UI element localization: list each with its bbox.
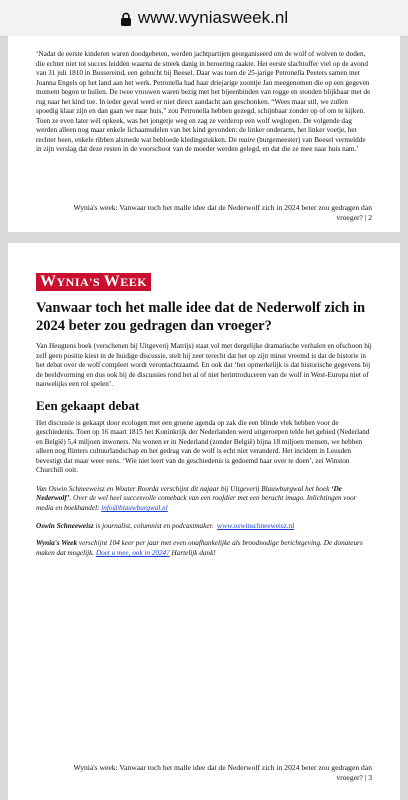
page-footer: Wynia's week: Vanwaar toch het malle idee dat de Nederwolf zich in 2024 beter zou gedragen dan vroeger? | 3 [73,763,372,783]
author-website-link[interactable]: www.oswinschneeweisz.nl [216,521,295,530]
section-heading: Een gekaapt debat [36,397,140,413]
intro-paragraph: Van Heugtens boek (verschenen bij Uitgeverij Matrijs) staat vol met dergelijke dramatische verhalen en ofschoon hij zelf geen positie kiest in de huidige discussie, stelt hij zeer terecht dat het op zijn minst vreemd is dat de historie in het debat over de wolf compleet wordt verontachtzaamd. En ook dat ‘het opmerkelijk is dat historische gegevens bij de beeldvorming en dus ook bij de discussies rond het al of niet herintroduceren van de wolf in West-Europa niet of nauwelijks een rol spelen’. [36,342,372,389]
quote-paragraph: ‘Nadat de eerste kinderen waren doodgebeten, werden jachtpartijen georganiseerd om de wolf of wolven te doden, die echter niet tot succes leidden waarna de streek danig in beroering raakte. Het eerste slachtoffer viel op de avond van 31 juli 1810 in Bussereind, een gehucht bij Beesel. Daar was toen de 25-jarige Petronella Peeters samen met Joanna Engels op het land aan het werk. Petronella had haar driejarige zoontje Jan meegenomen die op een gegeven moment begon te huilen. De twee vrouwen waren bezig met het bijeenbinden van rogge en stonden blijkbaar met de rug naar het kind toe. In ieder geval werd er niet direct aandacht aan geschonken. “Wees maar stil, we zullen spoedig klaar zijn en dan gaan we naar huis,” zou Petronella hebben gezegd, schijnbaar zonder op of om te kijken. Toen ze even later wél opkeek, was het jongetje weg en zag ze verderop een wolf weglopen. De volgende dag werden alleen nog maar enkele lichaamsdelen van het kind gevonden: de linker onderarm, het linker voetje, het rechter been, enkele ribben alsmede wat bebloede kledingstukken. De maire (burgemeester) van Beesel vermeldde in zijn verslag dat deze resten in de voorschoot van de moeder werden gelegd, en dat die ze mee naar huis nam.’ [36,50,371,153]
author-note: Oswin Schneeweisz is journalist, columnist en podcastmaker. www.oswinschneeweisz.nl [36,521,295,530]
wynias-week-logo: WYNIA'S WEEK [36,273,151,291]
pdf-page-3 [8,243,400,800]
page-footer: Wynia's week: Vanwaar toch het malle idee dat de Nederwolf zich in 2024 beter zou gedragen dan vroeger? | 2 [73,203,372,223]
donate-link[interactable]: Doet u mee, ook in 2024? [95,549,170,558]
pdf-page-2 [8,36,400,232]
address-bar[interactable] [0,0,408,37]
lock-icon [120,12,132,26]
body-paragraph: Het discussie is gekaapt door ecologen met een groene agenda op zak die een blinde vlek hebben voor de geschiedenis. Toen op 16 maart 1815 het Koninkrijk der Nederlanden werd uitgeroepen telde het gebied (Nederland en België) 5,4 miljoen inwoners. Nu wonen er in Nederland (zonder België) bijna 18 miljoen mensen, we hebben alleen nog flinters cultuurlandschap en het gedrag van de wolf is echt niet veranderd. Het incident in Leusden bevestigt dat maar weer eens. ‘Wie niet leert van de geschiedenis is gedoemd haar over te doen’, zei Winston Churchill ooit. [36,418,370,475]
email-link[interactable]: info@blauwburgwal.nl [101,504,168,513]
url-text: www.wyniasweek.nl [137,8,289,27]
book-note: Van Oswin Schneeweisz en Wouter Roorda verschijnt dit najaar bij Uitgeverij Blauwburgwal het boek ‘De Nederwolf’. Over de wel heel succesvolle comeback van een roofdier met een berucht imago. Inlichtingen voor media en boekhandel: info@blauwburgwal.nl [36,484,357,513]
article-title: Vanwaar toch het malle idee dat de Nederwolf zich in 2024 beter zou gedragen dan vroeger? [36,300,366,335]
donation-note: Wynia's Week verschijnt 104 keer per jaar met even onafhankelijke als broodnodige berichtgeving. De donateurs maken dat mogelijk. Doet u mee, ook in 2024? Hartelijk dank! [36,539,363,558]
